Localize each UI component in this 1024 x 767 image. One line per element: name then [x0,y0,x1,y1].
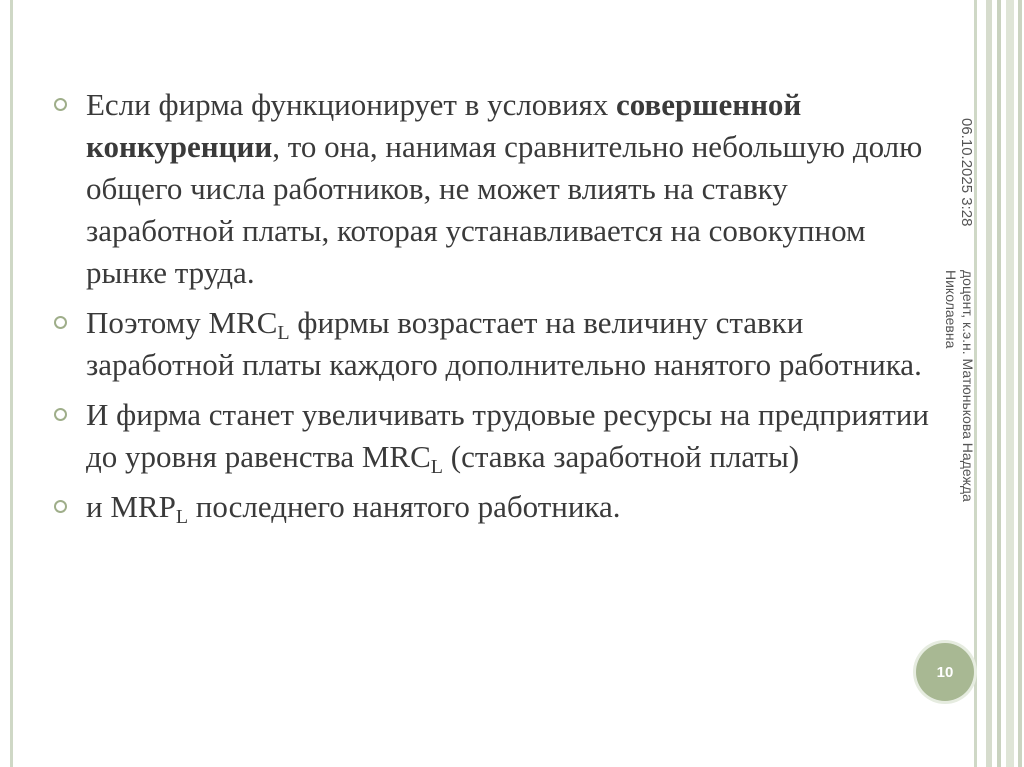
page-number: 10 [936,663,954,681]
subscript: L [175,506,189,528]
decorative-stripe [986,0,992,767]
bullet-text-segment: фирмы возрастает на величину ставки заработной платы каждого дополнительно нанятого работника. [86,305,922,382]
bullet-text-bold: совершенной конкуренции [86,87,802,164]
bullet-item [54,302,934,386]
subscript: L [430,456,444,478]
bullet-text-segment: , то она, нанимая сравнительно небольшую долю общего числа работников, не может влиять на ставку заработной платы, которая устанавливается на совокупном рынке труда. [86,129,923,290]
bullet-text-segment: и MRP [86,489,176,524]
slide-author: доцент, к.э.н. Матюнькова Надежда Николаевна [943,270,976,502]
decorative-stripe [997,0,1001,767]
bullet-text-segment: последнего нанятого работника. [188,489,621,524]
slide-date: 06.10.2025 3:28 [958,118,975,227]
slide-content [54,84,934,536]
ring-bullet-icon [54,408,67,421]
bullet-text-segment: И фирма станет увеличивать трудовые ресурсы на предприятии до уровня равенства MRC [86,397,929,474]
ring-bullet-icon [54,98,67,111]
bullet-item [54,486,934,528]
bullet-text-segment: (ставка заработной платы) [443,439,800,474]
bullet-item [54,84,934,294]
bullet-text-segment: Если фирма функционирует в условиях [86,87,617,122]
decorative-stripe [1006,0,1014,767]
ring-bullet-icon [54,316,67,329]
bullet-text-segment: Поэтому MRC [86,305,278,340]
decorative-stripe [1018,0,1022,767]
bullet-item [54,394,934,478]
ring-bullet-icon [54,500,67,513]
subscript: L [277,322,290,344]
page-number-badge [916,643,974,701]
